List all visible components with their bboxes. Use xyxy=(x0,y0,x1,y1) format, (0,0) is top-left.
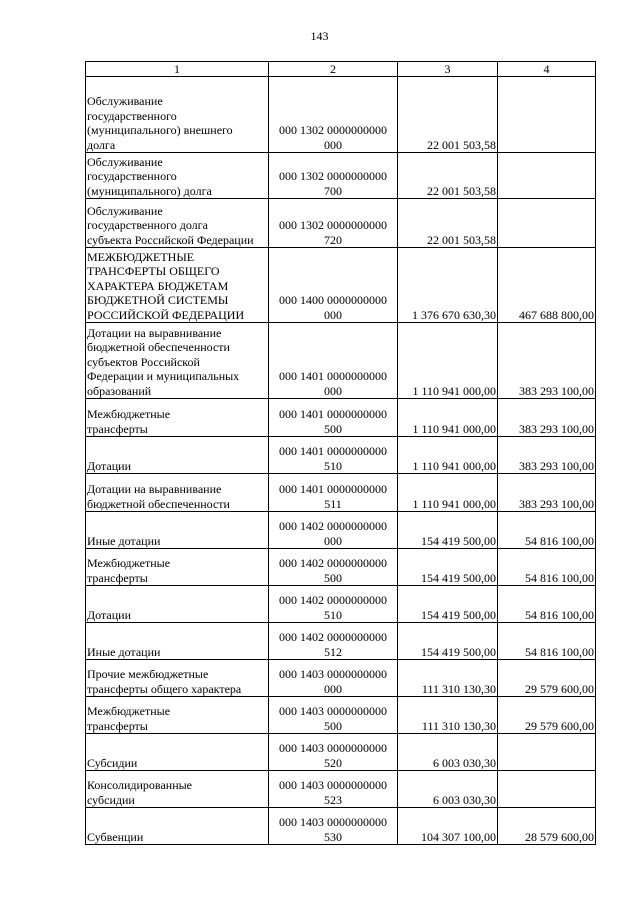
row-code-cell xyxy=(269,323,398,399)
row-amount-1: 1 110 941 000,00 xyxy=(412,458,496,473)
budget-table xyxy=(85,61,596,845)
row-amount-1: 111 310 130,30 xyxy=(421,718,496,733)
row-amount-1: 6 003 030,30 xyxy=(433,792,496,807)
row-amount-1-cell xyxy=(398,512,498,549)
row-amount-2: 467 688 800,00 xyxy=(519,307,594,322)
row-code-cell xyxy=(269,771,398,808)
row-name-cell xyxy=(86,474,269,512)
row-name-cell xyxy=(86,512,269,549)
column-header-4: 4 xyxy=(498,62,596,77)
row-name: Обслуживание государственного (муниципального) внешнего долга xyxy=(87,94,233,152)
row-name: Обслуживание государственного (муниципального) долга xyxy=(87,154,212,198)
column-header-3: 3 xyxy=(398,62,498,77)
table-row xyxy=(86,623,596,660)
row-code-cell xyxy=(269,549,398,586)
row-name: Консолидированные субсидии xyxy=(87,778,192,807)
row-amount-1: 1 376 670 630,30 xyxy=(412,307,496,322)
row-code-cell xyxy=(269,734,398,771)
table-row xyxy=(86,660,596,697)
row-name-cell xyxy=(86,771,269,808)
row-amount-1-cell xyxy=(398,474,498,512)
row-code: 000 1302 0000000000 700 xyxy=(279,169,387,198)
row-code: 000 1401 0000000000 510 xyxy=(279,444,387,473)
row-code: 000 1401 0000000000 511 xyxy=(279,482,387,511)
row-amount-1-cell xyxy=(398,697,498,734)
row-amount-1-cell xyxy=(398,549,498,586)
row-amount-2-cell xyxy=(498,474,596,512)
row-amount-2-cell xyxy=(498,323,596,399)
row-amount-2-cell xyxy=(498,512,596,549)
row-amount-2-cell xyxy=(498,248,596,323)
row-amount-2-cell xyxy=(498,623,596,660)
row-amount-1: 22 001 503,58 xyxy=(427,232,496,247)
row-amount-1-cell xyxy=(398,199,498,248)
row-amount-1: 154 419 500,00 xyxy=(421,644,496,659)
row-amount-2: 54 816 100,00 xyxy=(525,533,594,548)
row-code: 000 1400 0000000000 000 xyxy=(279,293,387,322)
row-code: 000 1402 0000000000 512 xyxy=(279,630,387,659)
row-code-cell xyxy=(269,623,398,660)
row-amount-2-cell xyxy=(498,808,596,845)
row-name: Межбюджетные трансферты xyxy=(87,407,171,436)
row-amount-1-cell xyxy=(398,808,498,845)
row-code-cell xyxy=(269,77,398,153)
row-amount-1-cell xyxy=(398,734,498,771)
row-name-cell xyxy=(86,660,269,697)
row-amount-2-cell xyxy=(498,153,596,199)
column-number-row xyxy=(86,62,596,77)
row-code-cell xyxy=(269,808,398,845)
row-amount-1-cell xyxy=(398,77,498,153)
row-name: Дотации на выравнивание бюджетной обеспеченности субъектов Российской Федерации и муниципальных образований xyxy=(87,325,240,398)
row-code-cell xyxy=(269,474,398,512)
row-amount-2: 29 579 600,00 xyxy=(525,718,594,733)
row-amount-1: 1 110 941 000,00 xyxy=(412,383,496,398)
row-amount-1: 1 110 941 000,00 xyxy=(412,421,496,436)
row-amount-1: 111 310 130,30 xyxy=(421,681,496,696)
row-code-cell xyxy=(269,660,398,697)
row-name-cell xyxy=(86,549,269,586)
row-name: Дотации xyxy=(87,458,132,473)
row-code-cell xyxy=(269,248,398,323)
row-amount-1-cell xyxy=(398,623,498,660)
row-name-cell xyxy=(86,199,269,248)
row-name: Дотации на выравнивание бюджетной обеспеченности xyxy=(87,482,230,511)
row-code: 000 1401 0000000000 000 xyxy=(279,369,387,398)
row-code: 000 1403 0000000000 000 xyxy=(279,667,387,696)
table-row xyxy=(86,771,596,808)
row-amount-2-cell xyxy=(498,437,596,474)
row-name: Иные дотации xyxy=(87,644,161,659)
row-amount-2: 383 293 100,00 xyxy=(519,458,594,473)
row-amount-1: 1 110 941 000,00 xyxy=(412,496,496,511)
row-amount-2-cell xyxy=(498,771,596,808)
row-name: Субсидии xyxy=(87,755,138,770)
page-number: 143 xyxy=(310,29,329,43)
row-name-cell xyxy=(86,808,269,845)
row-amount-2: 383 293 100,00 xyxy=(519,421,594,436)
row-code: 000 1403 0000000000 500 xyxy=(279,704,387,733)
row-name: Межбюджетные трансферты xyxy=(87,704,171,733)
row-name: Межбюджетные трансферты xyxy=(87,556,171,585)
row-name-cell xyxy=(86,697,269,734)
table-row xyxy=(86,323,596,399)
table-row xyxy=(86,697,596,734)
row-code-cell xyxy=(269,512,398,549)
table-row xyxy=(86,474,596,512)
row-amount-1: 104 307 100,00 xyxy=(421,829,496,844)
row-name-cell xyxy=(86,323,269,399)
row-amount-2-cell xyxy=(498,199,596,248)
row-amount-2-cell xyxy=(498,399,596,437)
row-name: Прочие межбюджетные трансферты общего характера xyxy=(87,667,242,696)
row-name: МЕЖБЮДЖЕТНЫЕ ТРАНСФЕРТЫ ОБЩЕГО ХАРАКТЕРА БЮДЖЕТАМ БЮДЖЕТНОЙ СИСТЕМЫ РОССИЙСКОЙ ФЕДЕРАЦИИ xyxy=(87,249,245,322)
table-row xyxy=(86,808,596,845)
row-code: 000 1402 0000000000 500 xyxy=(279,556,387,585)
row-amount-1-cell xyxy=(398,586,498,623)
row-amount-2: 29 579 600,00 xyxy=(525,681,594,696)
row-code: 000 1403 0000000000 523 xyxy=(279,778,387,807)
row-name-cell xyxy=(86,248,269,323)
table-row xyxy=(86,437,596,474)
row-amount-1-cell xyxy=(398,248,498,323)
row-amount-1: 154 419 500,00 xyxy=(421,607,496,622)
row-amount-1: 22 001 503,58 xyxy=(427,183,496,198)
row-amount-2-cell xyxy=(498,697,596,734)
row-amount-2-cell xyxy=(498,734,596,771)
table-row xyxy=(86,199,596,248)
row-amount-2: 54 816 100,00 xyxy=(525,570,594,585)
row-amount-1: 154 419 500,00 xyxy=(421,570,496,585)
row-name: Дотации xyxy=(87,607,132,622)
row-amount-2-cell xyxy=(498,660,596,697)
row-amount-1-cell xyxy=(398,437,498,474)
row-amount-2-cell xyxy=(498,77,596,153)
row-name: Иные дотации xyxy=(87,533,161,548)
row-amount-2-cell xyxy=(498,549,596,586)
table-row xyxy=(86,586,596,623)
table-row xyxy=(86,77,596,153)
row-amount-2-cell xyxy=(498,586,596,623)
row-name-cell xyxy=(86,734,269,771)
row-amount-2: 54 816 100,00 xyxy=(525,607,594,622)
table-row xyxy=(86,512,596,549)
table-row xyxy=(86,734,596,771)
row-amount-1: 6 003 030,30 xyxy=(433,755,496,770)
row-code: 000 1403 0000000000 520 xyxy=(279,741,387,770)
table-row xyxy=(86,153,596,199)
row-amount-1-cell xyxy=(398,399,498,437)
row-code-cell xyxy=(269,697,398,734)
table-row xyxy=(86,549,596,586)
table-row xyxy=(86,399,596,437)
row-amount-1-cell xyxy=(398,771,498,808)
row-amount-1-cell xyxy=(398,153,498,199)
row-code-cell xyxy=(269,437,398,474)
row-amount-2: 54 816 100,00 xyxy=(525,644,594,659)
row-code: 000 1302 0000000000 720 xyxy=(279,218,387,247)
row-code-cell xyxy=(269,199,398,248)
row-name: Обслуживание государственного долга субъекта Российской Федерации xyxy=(87,203,254,247)
table-row xyxy=(86,248,596,323)
row-name: Субвенции xyxy=(87,829,144,844)
row-code: 000 1302 0000000000 000 xyxy=(279,123,387,152)
row-amount-2: 383 293 100,00 xyxy=(519,383,594,398)
row-code: 000 1402 0000000000 510 xyxy=(279,593,387,622)
row-code-cell xyxy=(269,153,398,199)
row-amount-2: 28 579 600,00 xyxy=(525,829,594,844)
column-header-2: 2 xyxy=(269,62,398,77)
row-code: 000 1401 0000000000 500 xyxy=(279,407,387,436)
row-code-cell xyxy=(269,586,398,623)
row-name-cell xyxy=(86,623,269,660)
row-name-cell xyxy=(86,153,269,199)
row-code: 000 1403 0000000000 530 xyxy=(279,815,387,844)
row-name-cell xyxy=(86,399,269,437)
row-amount-2: 383 293 100,00 xyxy=(519,496,594,511)
row-name-cell xyxy=(86,437,269,474)
row-amount-1-cell xyxy=(398,660,498,697)
row-amount-1: 154 419 500,00 xyxy=(421,533,496,548)
column-header-1: 1 xyxy=(86,62,269,77)
row-amount-1: 22 001 503,58 xyxy=(427,137,496,152)
row-amount-1-cell xyxy=(398,323,498,399)
row-code: 000 1402 0000000000 000 xyxy=(279,519,387,548)
row-name-cell xyxy=(86,77,269,153)
row-code-cell xyxy=(269,399,398,437)
row-name-cell xyxy=(86,586,269,623)
